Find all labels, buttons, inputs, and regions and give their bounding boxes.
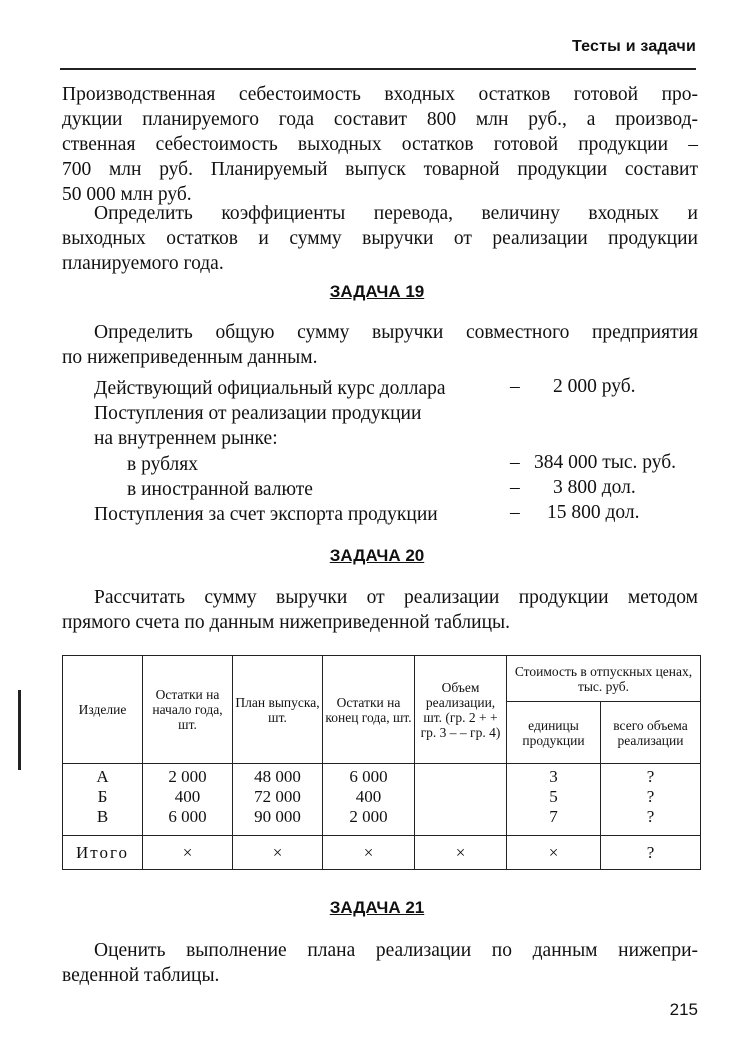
- product-name: А: [96, 767, 109, 786]
- task19-row-label: в иностранной валюте: [127, 479, 313, 500]
- intro-line: 50 000 млн руб.: [62, 184, 192, 205]
- volume-cell: [415, 764, 507, 836]
- intro-line: ственная себестоимость выходных остатков готовой продукции –: [62, 134, 698, 155]
- unit-price-value: 3: [549, 767, 558, 786]
- task19-row-label: в рублях: [127, 454, 198, 475]
- total-value: ?: [646, 787, 655, 806]
- end-value: 2 000: [349, 807, 388, 826]
- task19-row-value: 15 800 дол.: [547, 502, 640, 523]
- task21-line: Оценить выполнение плана реализации по данным нижепри-: [94, 940, 698, 961]
- task19-row-dash: –: [510, 452, 520, 473]
- intro-question: [62, 201, 698, 276]
- task19-row-dash: –: [510, 376, 520, 397]
- task21-title: ЗАДАЧА 21: [329, 898, 425, 917]
- task20-line: прямого счета по данным нижеприведенной таблицы.: [62, 612, 511, 633]
- total-value: ?: [646, 807, 655, 826]
- task19-row-value: 3 800 дол.: [553, 477, 636, 498]
- task19-row-label: Поступления от реализации продукции: [94, 403, 422, 424]
- header-unit-price: единицы продукции: [507, 702, 601, 764]
- intro-paragraph: [62, 82, 698, 207]
- end-value: 400: [355, 787, 382, 806]
- task19-row-dash: –: [510, 477, 520, 498]
- task19-row-value: 384 000 тыс. руб.: [534, 452, 677, 473]
- header-total-revenue: всего объема реализации: [601, 702, 701, 764]
- products-cell: [63, 764, 143, 836]
- header-product: Изделие: [63, 656, 143, 764]
- intro-line: дукции планируемого года составит 800 млн руб., а производ-: [62, 109, 698, 130]
- task19-row-label: Действующий официальный курс доллара: [94, 378, 446, 399]
- task19-text: [62, 320, 698, 370]
- plan-cell: [233, 764, 323, 836]
- unit-price-cell: [507, 764, 601, 836]
- plan-value: 90 000: [254, 807, 301, 826]
- total-row-unit: ×: [507, 836, 601, 870]
- plan-value: 48 000: [254, 767, 301, 786]
- start-cell: [143, 764, 233, 836]
- header-start: Остатки на начало года, шт.: [143, 656, 233, 764]
- task19-line: по нижеприведенным данным.: [62, 347, 318, 368]
- total-row-plan: ×: [233, 836, 323, 870]
- header-rule: [60, 68, 696, 70]
- header-cost-group: Стоимость в отпускных ценах, тыс. руб.: [507, 656, 701, 702]
- unit-price-value: 7: [549, 807, 558, 826]
- task19-row-label: на внутреннем рынке:: [94, 428, 278, 449]
- margin-mark: [18, 690, 21, 770]
- header-end: Остатки на конец года, шт.: [323, 656, 415, 764]
- plan-value: 72 000: [254, 787, 301, 806]
- task19-line: Определить общую сумму выручки совместного предприятия: [94, 322, 698, 343]
- start-value: 400: [174, 787, 201, 806]
- end-cell: [323, 764, 415, 836]
- question-line: планируемого года.: [62, 253, 224, 274]
- page-number: 215: [669, 1000, 698, 1019]
- question-line: выходных остатков и сумму выручки от реализации продукции: [62, 228, 698, 249]
- total-row-start: ×: [143, 836, 233, 870]
- task19-row-dash: –: [510, 502, 520, 523]
- task19-title: ЗАДАЧА 19: [329, 282, 425, 301]
- task21-line: веденной таблицы.: [62, 965, 220, 986]
- intro-line: 700 млн руб. Планируемый выпуск товарной продукции составит: [62, 159, 698, 180]
- task20-title: ЗАДАЧА 20: [329, 546, 425, 565]
- intro-line: Производственная себестоимость входных остатков готовой про-: [62, 84, 698, 105]
- header-volume: Объем реализации, шт. (гр. 2 + + гр. 3 – – гр. 4): [415, 656, 507, 764]
- task21-text: [62, 938, 698, 988]
- unit-price-value: 5: [549, 787, 558, 806]
- total-row-end: ×: [323, 836, 415, 870]
- total-row-label: Итого: [63, 836, 143, 870]
- header-plan: План выпуска, шт.: [233, 656, 323, 764]
- total-row-total: ?: [601, 836, 701, 870]
- question-line: Определить коэффициенты перевода, величину входных и: [94, 203, 698, 224]
- task20-line: Рассчитать сумму выручки от реализации продукции методом: [94, 587, 698, 608]
- task19-row-label: Поступления за счет экспорта продукции: [94, 504, 438, 525]
- total-row-volume: ×: [415, 836, 507, 870]
- task20-text: [62, 585, 698, 635]
- start-value: 2 000: [168, 767, 207, 786]
- product-name: Б: [97, 787, 108, 806]
- end-value: 6 000: [349, 767, 388, 786]
- product-name: В: [96, 807, 109, 826]
- start-value: 6 000: [168, 807, 207, 826]
- task19-row-value: 2 000 руб.: [553, 376, 636, 397]
- running-header: Тесты и задачи: [571, 38, 696, 55]
- task20-table: [62, 655, 701, 870]
- total-cell: [601, 764, 701, 836]
- total-value: ?: [646, 767, 655, 786]
